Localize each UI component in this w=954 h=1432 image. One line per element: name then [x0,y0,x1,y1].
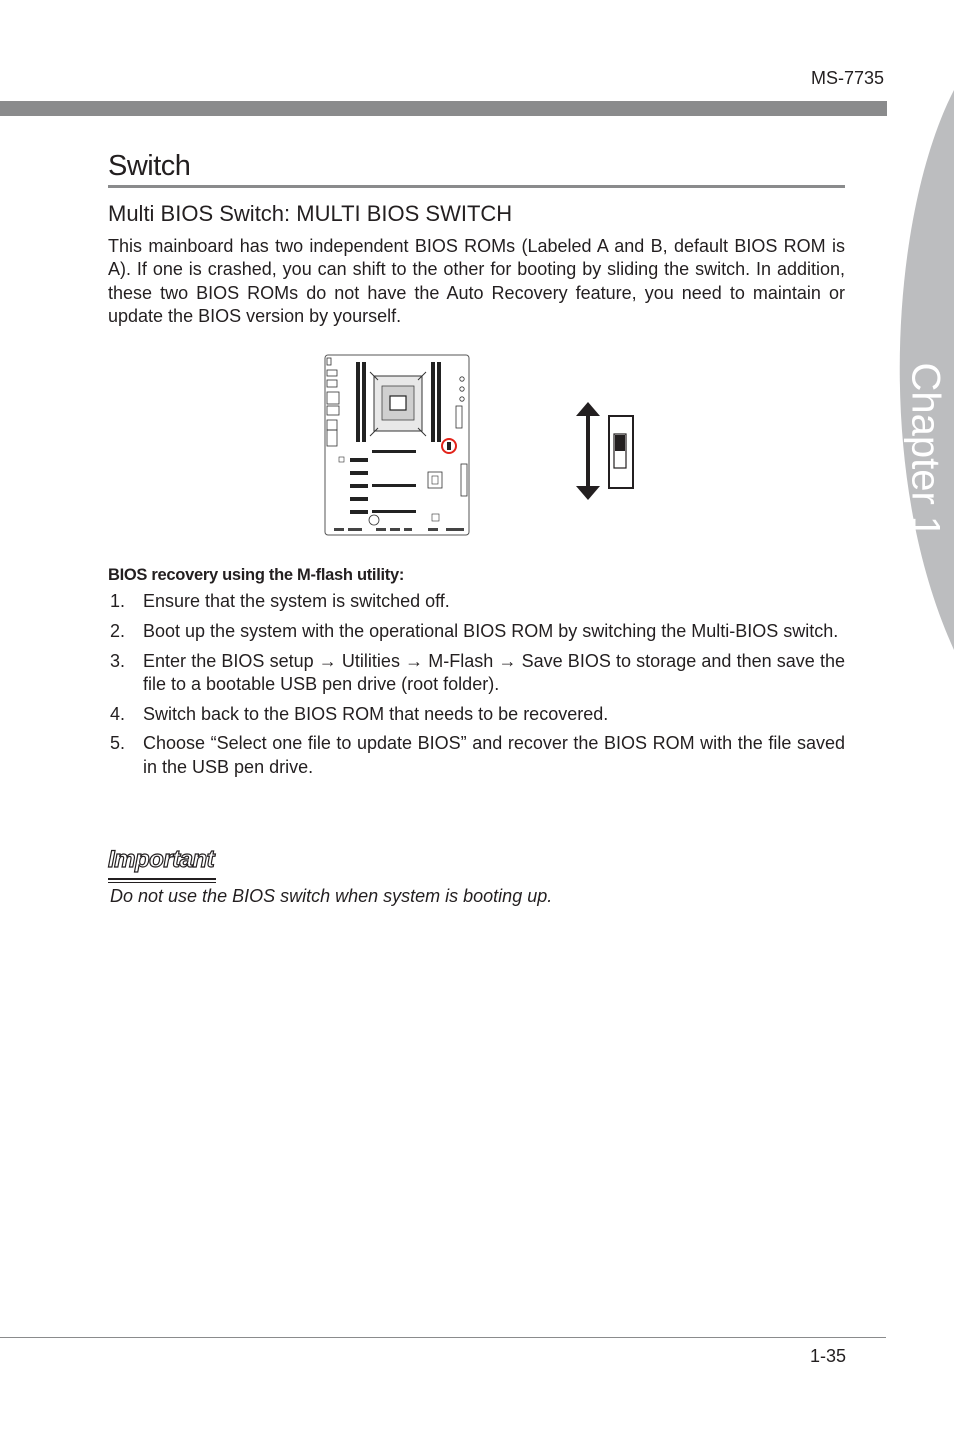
step-number: 3. [110,650,126,671]
list-item [108,732,845,779]
intro-paragraph: This mainboard has two independent BIOS ROMs (Labeled A and B, default BIOS ROM is A). If one is crashed, you can shift to the other for booting by sliding the switch. In addition, these two BIOS ROMs do not have the Auto Recovery feature, you need to maintain or update the BIOS version by yourself. [108,236,845,326]
step-number: 1. [110,591,126,611]
section-title-rule [108,185,845,188]
list-item [108,620,845,643]
important-text: Important [108,846,215,873]
slide-switch-icon [572,400,636,502]
recovery-steps-list [108,590,845,786]
step-text: Enter the BIOS setup → Utilities → M-Flash → Save BIOS to storage and then save the file to a bootable USB pen drive (root folder). [143,650,845,694]
header-bar [0,101,887,116]
step-number: 2. [110,620,126,641]
motherboard-layout-icon [324,354,470,536]
model-number: MS-7735 [810,68,884,88]
important-underline [108,878,216,880]
footer-rule [0,1337,886,1338]
step-text: Boot up the system with the operational BIOS ROM by switching the Multi-BIOS switch. [143,620,839,641]
step-number: 4. [110,703,126,724]
step-number: 5. [110,733,126,754]
step-text: Choose “Select one file to update BIOS” and recover the BIOS ROM with the file saved in the USB pen drive. [143,733,845,777]
recovery-heading: BIOS recovery using the M-flash utility: [108,566,405,584]
important-label [108,846,218,886]
list-item [108,703,845,726]
step-text: Ensure that the system is switched off. [143,591,450,611]
chapter-label [903,363,948,423]
list-item [108,650,845,697]
section-title: Switch [108,150,191,182]
important-underline-thin [108,882,216,883]
list-item [108,590,845,613]
step-text: Switch back to the BIOS ROM that needs to be recovered. [143,703,609,724]
subsection-title: Multi BIOS Switch: MULTI BIOS SWITCH [108,201,513,226]
important-note: Do not use the BIOS switch when system is booting up. [110,886,553,906]
page-number: 1-35 [809,1346,846,1366]
